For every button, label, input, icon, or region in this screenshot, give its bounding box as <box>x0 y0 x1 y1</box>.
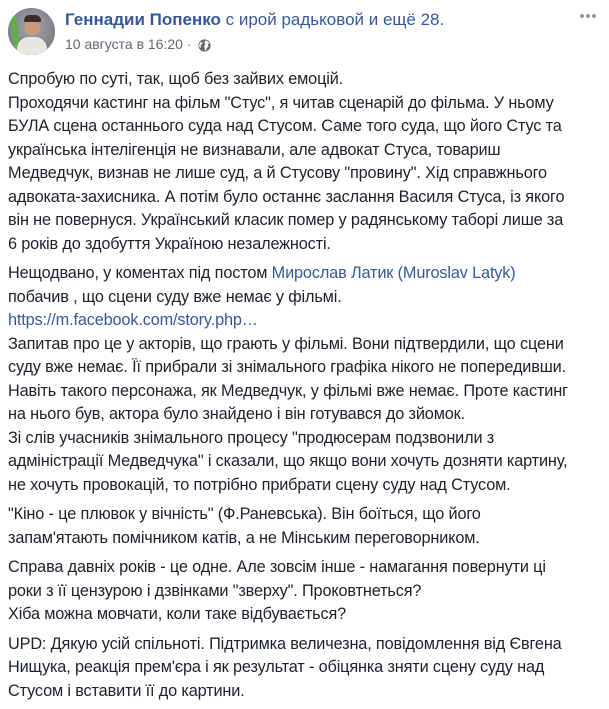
meta-separator: · <box>182 36 196 52</box>
paragraph-1 <box>8 68 603 256</box>
text-line: "Кіно - це плювок у вічність" (Ф.Раневська). Він боїться, що його <box>8 505 481 523</box>
author-line <box>65 10 444 30</box>
text-line: побачив , що сцени суду вже немає у фільмі. <box>8 287 342 306</box>
text-line: адміністрації Медведчука" і сказали, що якщо вони хочуть дозняти картину, <box>8 452 568 470</box>
post-meta <box>65 35 211 53</box>
ellipsis-dot <box>592 14 596 18</box>
mention-prefix: Нещодвано, у коментах під постом <box>8 264 272 282</box>
text-line: 6 років до здобуття Україною незалежності. <box>8 234 331 253</box>
globe-icon[interactable] <box>198 38 211 51</box>
text-line: не хочуть провокацій, то потрібно прибрати сцену суду над Стусом. <box>8 475 511 494</box>
paragraph-5 <box>8 633 603 704</box>
text-line: Медведчук, визнав не лише суд, а й Стусову "провину". Хід справжнього <box>8 164 547 182</box>
paragraph-2 <box>8 262 603 497</box>
text-line: Спробую по суті, так, щоб без зайвих емоцій. <box>8 70 344 88</box>
text-line: він не повернуся. Український класик помер у радянському таборі лише за <box>8 211 564 229</box>
text-line: Проходячи кастинг на фільм "Стус", я читав сценарій до фільма. У ньому <box>8 93 554 112</box>
text-line: запам'ятають помічником катів, а не Мінським переговорником. <box>8 528 480 547</box>
text-line: UPD: Дякую усій спільноті. Підтримка величезна, повідомлення від Євгена <box>8 634 562 653</box>
paragraph-4 <box>8 556 603 627</box>
story-url-link[interactable]: https://m.facebook.com/story.php… <box>8 311 258 329</box>
text-line: Нищука, реакція прем'єра і як результат - обіцянка зняти сцену суду над <box>8 658 545 676</box>
text-line: Навіть такого персонажа, як Медведчук, у фільмі вже немає. Проте кастинг <box>8 381 568 400</box>
ellipsis-dot <box>586 14 590 18</box>
text-line: роки з її цензурою і дзвінками "зверху". Проковтнеться? <box>8 581 422 600</box>
text-line: суду вже немає. Її прибрали зі знімального графіка нікого не попередивши. <box>8 358 566 376</box>
text-line: Зі слів учасників знімального процесу "продюсерам подзвонили з <box>8 428 495 447</box>
text-line <box>8 262 603 286</box>
text-line: БУЛА сцена останнього суда над Стусом. Саме того суда, що його Стус та <box>8 117 562 135</box>
author-name-link[interactable]: Геннадии Попенко <box>65 10 221 29</box>
text-line: Запитав про це у акторів, що грають у фільмі. Вони підтвердили, що сцени <box>8 334 564 353</box>
post-timestamp[interactable]: 10 августа в 16:20 <box>65 36 183 52</box>
more-options-button[interactable] <box>580 12 600 20</box>
text-line: українська інтелігенція не визнавали, але адвокат Стуса, товариш <box>8 140 501 159</box>
mention-link[interactable]: Мирослав Латик (Muroslav Latyk) <box>271 264 516 282</box>
author-avatar[interactable] <box>8 8 55 55</box>
post-body <box>8 68 603 709</box>
tagged-with-text[interactable]: с ирой радьковой и ещё 28. <box>220 10 445 29</box>
text-line: Хіба можна мовчати, коли таке відбувається? <box>8 605 347 623</box>
text-line <box>8 309 603 333</box>
text-line: на нього був, актора було знайдено і він готувався до зйомок. <box>8 405 466 423</box>
text-line: Справа давніх років - це одне. Але зовсім інше - намагання повернути ці <box>8 558 546 576</box>
avatar-hair <box>24 15 41 22</box>
paragraph-3 <box>8 503 603 550</box>
text-line: Стусом і вставити її до картини. <box>8 681 245 700</box>
avatar-shirt <box>17 37 47 55</box>
ellipsis-dot <box>580 14 584 18</box>
text-line: адвоката-захисника. А потім було останнє заслання Василя Стуса, із якого <box>8 187 565 206</box>
post-header <box>0 0 609 62</box>
